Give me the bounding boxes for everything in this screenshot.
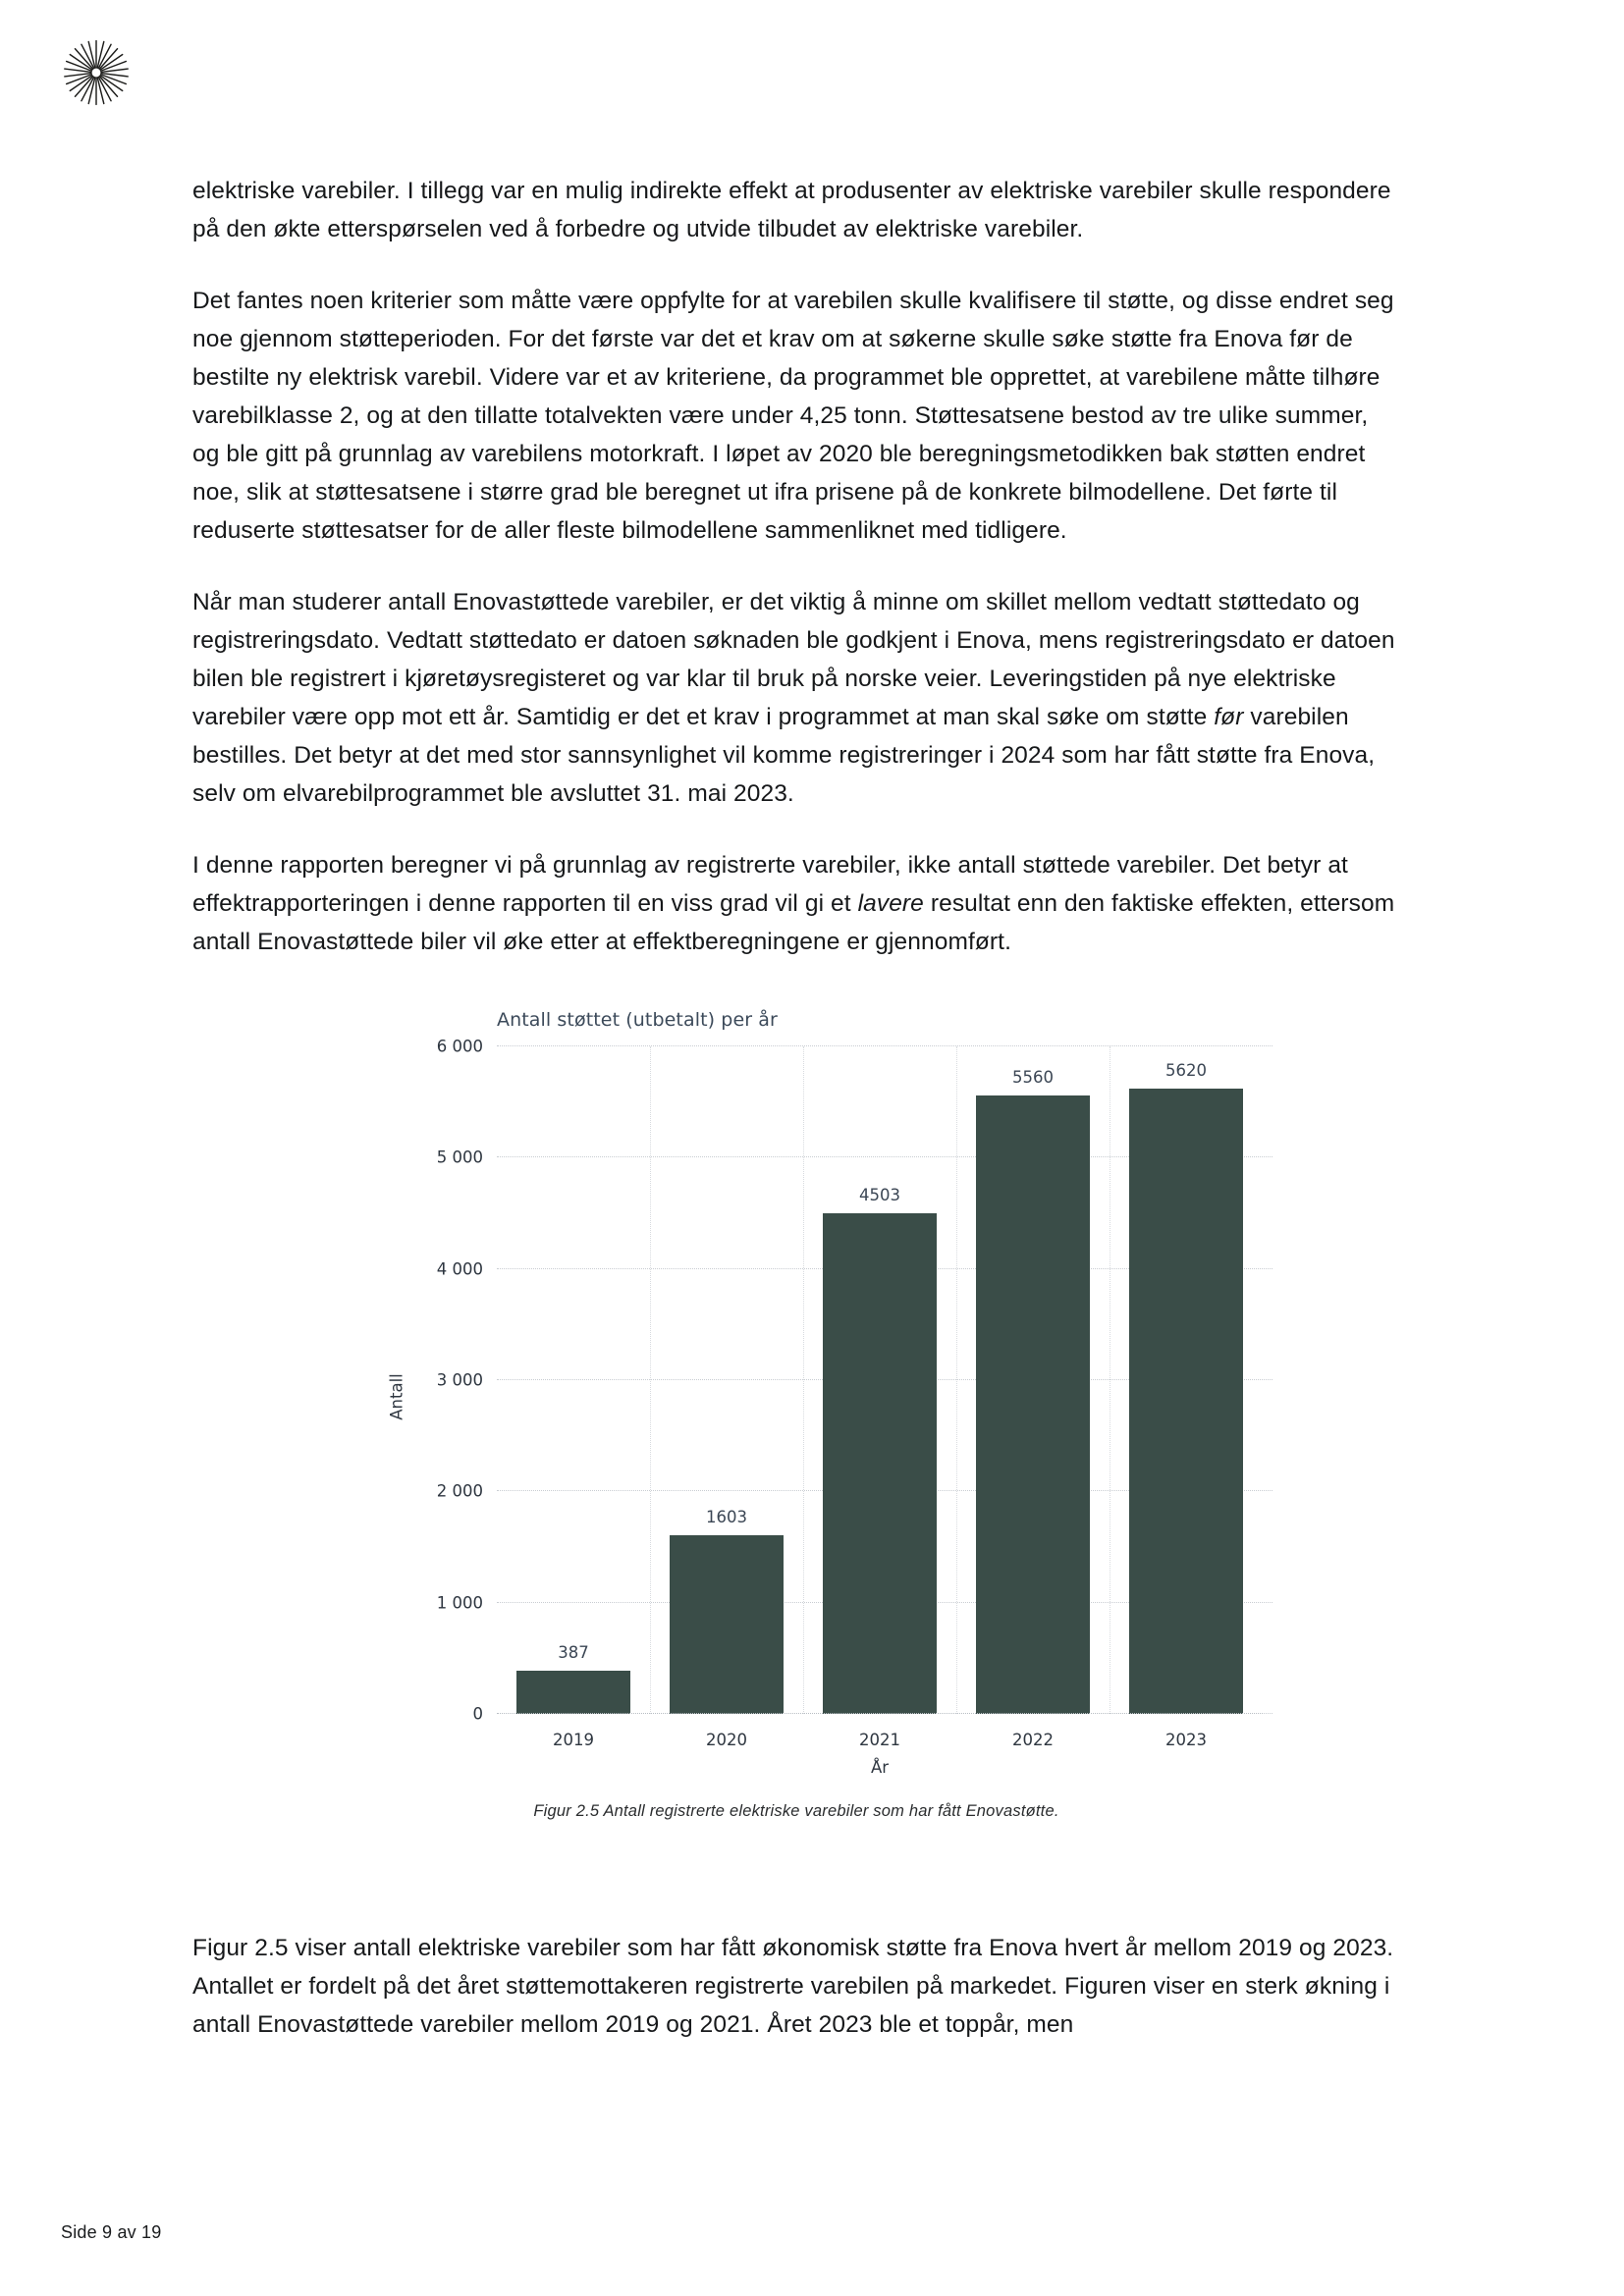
y-tick-label: 2 000 [436,1481,483,1501]
sunburst-logo-icon [61,37,132,108]
paragraph-4-part2: resultat enn den faktiske effekten, ettersom antall Enovastøttede biler vil øke etter at effektberegningene er gjennomført. [192,890,1395,955]
paragraph-3 [192,583,1400,813]
bar-slot [650,1046,803,1714]
x-axis-line [497,1713,1263,1714]
y-tick-label: 4 000 [436,1259,483,1279]
page-footer: Side 9 av 19 [61,2222,162,2242]
paragraph-4-part1: I denne rapporten beregner vi på grunnlag av registrerte varebiler, ikke antall støttede varebiler. Det betyr at effektrapporteringen i denne rapporten til en viss grad vil gi et [192,852,1348,917]
paragraph-3-part1: Når man studerer antall Enovastøttede varebiler, er det viktig å minne om skillet mellom vedtatt støttedato og registreringsdato. Vedtatt støttedato er datoen søknaden ble godkjent i Enova, mens registreringsdato er datoen bilen ble registrert i kjøretøysregisteret og var klar til bruk på norske veier. Leveringstiden på nye elektriske varebiler være opp mot ett år. Samtidig er det et krav i programmet at man skal søke om støtte [192,589,1395,730]
x-axis-ticks [497,1731,1263,1749]
bar-2019[interactable] [516,1643,629,1714]
y-axis-title: Antall [387,1373,406,1420]
paragraph-2: Det fantes noen kriterier som måtte være oppfylte for at varebilen skulle kvalifisere til støtte, og disse endret seg noe gjennom støtteperioden. For det første var det et krav om at søkerne skulle søke støtte fra Enova før de bestilte ny elektrisk varebil. Videre var et av kriteriene, da programmet ble opprettet, at varebilene måtte tilhøre varebilklasse 2, og at den tillatte totalvekten være under 4,25 tonn. Støttesatsene bestod av tre ulike summer, og ble gitt på grunnlag av varebilens motorkraft. I løpet av 2020 ble beregningsmetodikken bak støtten endret noe, slik at støttesatsene i større grad ble beregnet ut ifra prisene på de konkrete bilmodellene. Det førte til reduserte støttesatser for de aller fleste bilmodellene sammenliknet med tidligere. [192,288,1394,544]
y-tick-label: 5 000 [436,1148,483,1167]
x-tick-label: 2020 [706,1731,747,1749]
bar-chart [379,1009,1263,1785]
x-tick-label: 2023 [1165,1731,1207,1749]
chart-title: Antall støttet (utbetalt) per år [497,1009,778,1031]
plot-area [436,1037,1263,1724]
paragraph-5: Figur 2.5 viser antall elektriske varebiler som har fått økonomisk støtte fra Enova hvert år mellom 2019 og 2023. Antallet er fordelt på det året støttemottakeren registrerte varebilen på markedet. Figuren viser en sterk økning i antall Enovastøttede varebiler mellom 2019 og 2021. Året 2023 ble et toppår, men [192,1935,1394,2038]
bar-2023[interactable] [1129,1061,1242,1714]
x-tick-label: 2019 [553,1731,594,1749]
y-tick-label: 0 [472,1704,483,1724]
bar-value-label: 1603 [706,1508,747,1527]
x-tick-label: 2021 [859,1731,900,1749]
paragraph-1: elektriske varebiler. I tillegg var en mulig indirekte effekt at produsenter av elektriske varebiler skulle respondere på den økte etterspørselen ved å forbedre og utvide tilbudet av elektriske varebiler. [192,178,1391,242]
document-body [192,172,1400,961]
paragraph-4 [192,846,1400,961]
bar-slot [497,1046,650,1714]
bar-2021[interactable] [823,1185,936,1714]
bar-slot [956,1046,1110,1714]
paragraph-3-part2: varebilen bestilles. Det betyr at det med stor sannsynlighet vil komme registreringer i 2024 som har fått støtte fra Enova, selv om elvarebilprogrammet ble avsluttet 31. mai 2023. [192,704,1376,807]
x-axis-title: År [870,1758,890,1777]
bar-value-label: 5560 [1012,1067,1054,1087]
paragraph-4-emphasis: lavere [857,890,924,917]
bar-value-label: 4503 [859,1185,900,1204]
figure-caption: Figur 2.5 Antall registrerte elektriske varebiler som har fått Enovastøtte. [533,1802,1059,1820]
document-body-bottom [192,1929,1400,2044]
bar-value-label: 387 [558,1643,589,1663]
y-tick-label: 1 000 [436,1593,483,1613]
bar-2020[interactable] [670,1508,783,1714]
bar-2022[interactable] [976,1067,1089,1714]
bar-value-label: 5620 [1165,1061,1207,1081]
bar-series [497,1046,1263,1714]
bar-slot [803,1046,956,1714]
figure-2-5 [192,1009,1400,1821]
bar-slot [1110,1046,1263,1714]
y-tick-label: 3 000 [436,1370,483,1390]
paragraph-3-emphasis: før [1214,704,1244,730]
x-tick-label: 2022 [1012,1731,1054,1749]
y-tick-label: 6 000 [436,1037,483,1056]
